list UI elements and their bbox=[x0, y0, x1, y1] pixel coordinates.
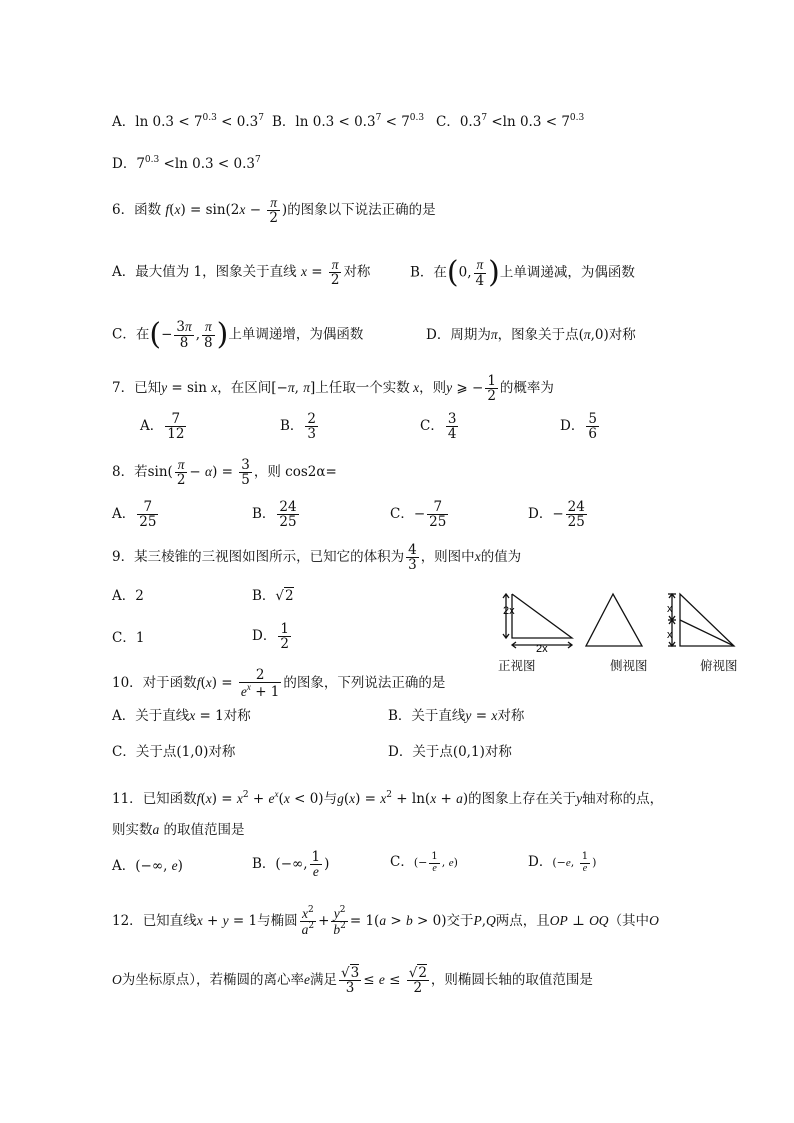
q7-option-c: C． $\frac{3}{4}$ bbox=[420, 411, 457, 443]
q5-option-d: D．$7^{0.3} <\ln$ $0.3 < 0.3^7$ bbox=[112, 155, 261, 172]
q6-option-a: A．最大值为 1，图象关于直线 x = $\frac{\pi}{2}$ 对称 bbox=[112, 257, 371, 289]
dim-label-2x: 2x bbox=[503, 605, 515, 617]
question-11-cont: 则实数a 的取值范围是 bbox=[112, 822, 245, 838]
q5-option-a: A．$\ln 0.3 < 7^{0.3} < 0.3^7$ bbox=[112, 113, 264, 130]
q7-option-d: D． $\frac{5}{6}$ bbox=[560, 411, 597, 443]
q10-option-c: C．关于点(1,0)对称 bbox=[112, 744, 236, 760]
fraction-pi-over-2: $\frac{\pi}{2}$ bbox=[269, 195, 278, 227]
q9-option-a: A．2 bbox=[112, 588, 144, 604]
q8-option-c: C．− $\frac{7}{25}$ bbox=[390, 499, 447, 531]
question-12-cont: O为坐标原点），若椭圆的离心率e满足 $\frac{√3}{3}$ ≤ e ≤ $\frac{√2}{2}$ ，则椭圆长轴的取值范围是 bbox=[112, 965, 593, 997]
figure-label-top: 俯视图 bbox=[700, 658, 738, 673]
q10-option-d: D．关于点(0,1)对称 bbox=[388, 744, 512, 760]
dim-label-x: x bbox=[667, 629, 673, 641]
side-view bbox=[586, 594, 642, 646]
question-11: 11．已知函数$f(x) = x^2 + e^x(x < 0)$与$g(x) = x^2 + \ln(x + a)$的图象上存在关于y轴对称的点， bbox=[112, 789, 664, 807]
q10-option-a: A．关于直线x = 1对称 bbox=[112, 708, 251, 724]
q10-option-b: B．关于直线y = x对称 bbox=[388, 708, 525, 724]
q7-option-b: B． $\frac{2}{3}$ bbox=[280, 411, 317, 443]
figure-label-front: 正视图 bbox=[498, 658, 536, 673]
question-12: 12．已知直线x + y = 1与椭圆 $\frac{x^2}{a^2}$ + $\frac{y^2}{b^2}$ = 1(a > b > 0)交于P,Q两点，且OP ⊥ OQ（其中O bbox=[112, 905, 659, 938]
dim-label-x: x bbox=[667, 603, 673, 615]
q11-option-d: D．(−e, $\frac{1}{e}$ ) bbox=[528, 851, 597, 874]
figure-label-side: 侧视图 bbox=[610, 658, 648, 673]
q11-option-b: B．(−∞, $\frac{1}{e}$ ) bbox=[252, 849, 330, 880]
q6-option-b: B．在(0, $\frac{\pi}{4}$ )上单调递减，为偶函数 bbox=[410, 255, 635, 290]
dim-label-2x: 2x bbox=[536, 643, 548, 655]
question-10: 10．对于函数f(x) = $\frac{2}{e^x + 1}$ 的图象，下列说法正确的是 bbox=[112, 667, 446, 701]
q5-option-b: B．$\ln 0.3 < 0.3^7 < 7^{0.3}$ bbox=[272, 113, 425, 130]
q11-option-c: C．(− $\frac{1}{e}$ , e) bbox=[390, 851, 458, 874]
q9-option-c: C．1 bbox=[112, 630, 145, 646]
q11-option-a: A．(−∞, e) bbox=[112, 858, 183, 874]
q7-option-a: A． $\frac{7}{12}$ bbox=[140, 411, 185, 443]
q6-option-c: C．在(− $\frac{3\pi}{8}$ , $\frac{\pi}{8}$ )上单调递增，为偶函数 bbox=[112, 317, 364, 352]
q8-option-d: D．− $\frac{24}{25}$ bbox=[528, 499, 585, 531]
top-view bbox=[668, 594, 734, 646]
q8-option-a: A． $\frac{7}{25}$ bbox=[112, 499, 157, 531]
q6-option-d: D．周期为π，图象关于点(π,0)对称 bbox=[426, 327, 636, 343]
q9-option-b: B．√2 bbox=[252, 588, 294, 604]
question-7: 7．已知y = sin x，在区间[−π, π]上任取一个实数 x，则y ⩾ − $\frac{1}{2}$ 的概率为 bbox=[112, 373, 554, 405]
question-8: 8．若sin( $\frac{\pi}{2}$ − α) = $\frac{3}{5}$ ，则 cos2α= bbox=[112, 457, 337, 489]
q9-option-d: D． $\frac{1}{2}$ bbox=[252, 621, 289, 653]
q8-option-b: B． $\frac{24}{25}$ bbox=[252, 499, 297, 531]
q5-option-c: C．$0.3^7 <\ln$ $0.3 < 7^{0.3}$ bbox=[436, 113, 585, 130]
question-9: 9．某三棱锥的三视图如图所示，已知它的体积为 $\frac{4}{3}$ ，则图中x的值为 bbox=[112, 542, 522, 574]
question-6: 6．函数 f(x) = sin(2x − $\frac{\pi}{2}$ )的图象以下说法正确的是 bbox=[112, 195, 436, 227]
front-view bbox=[503, 594, 572, 648]
